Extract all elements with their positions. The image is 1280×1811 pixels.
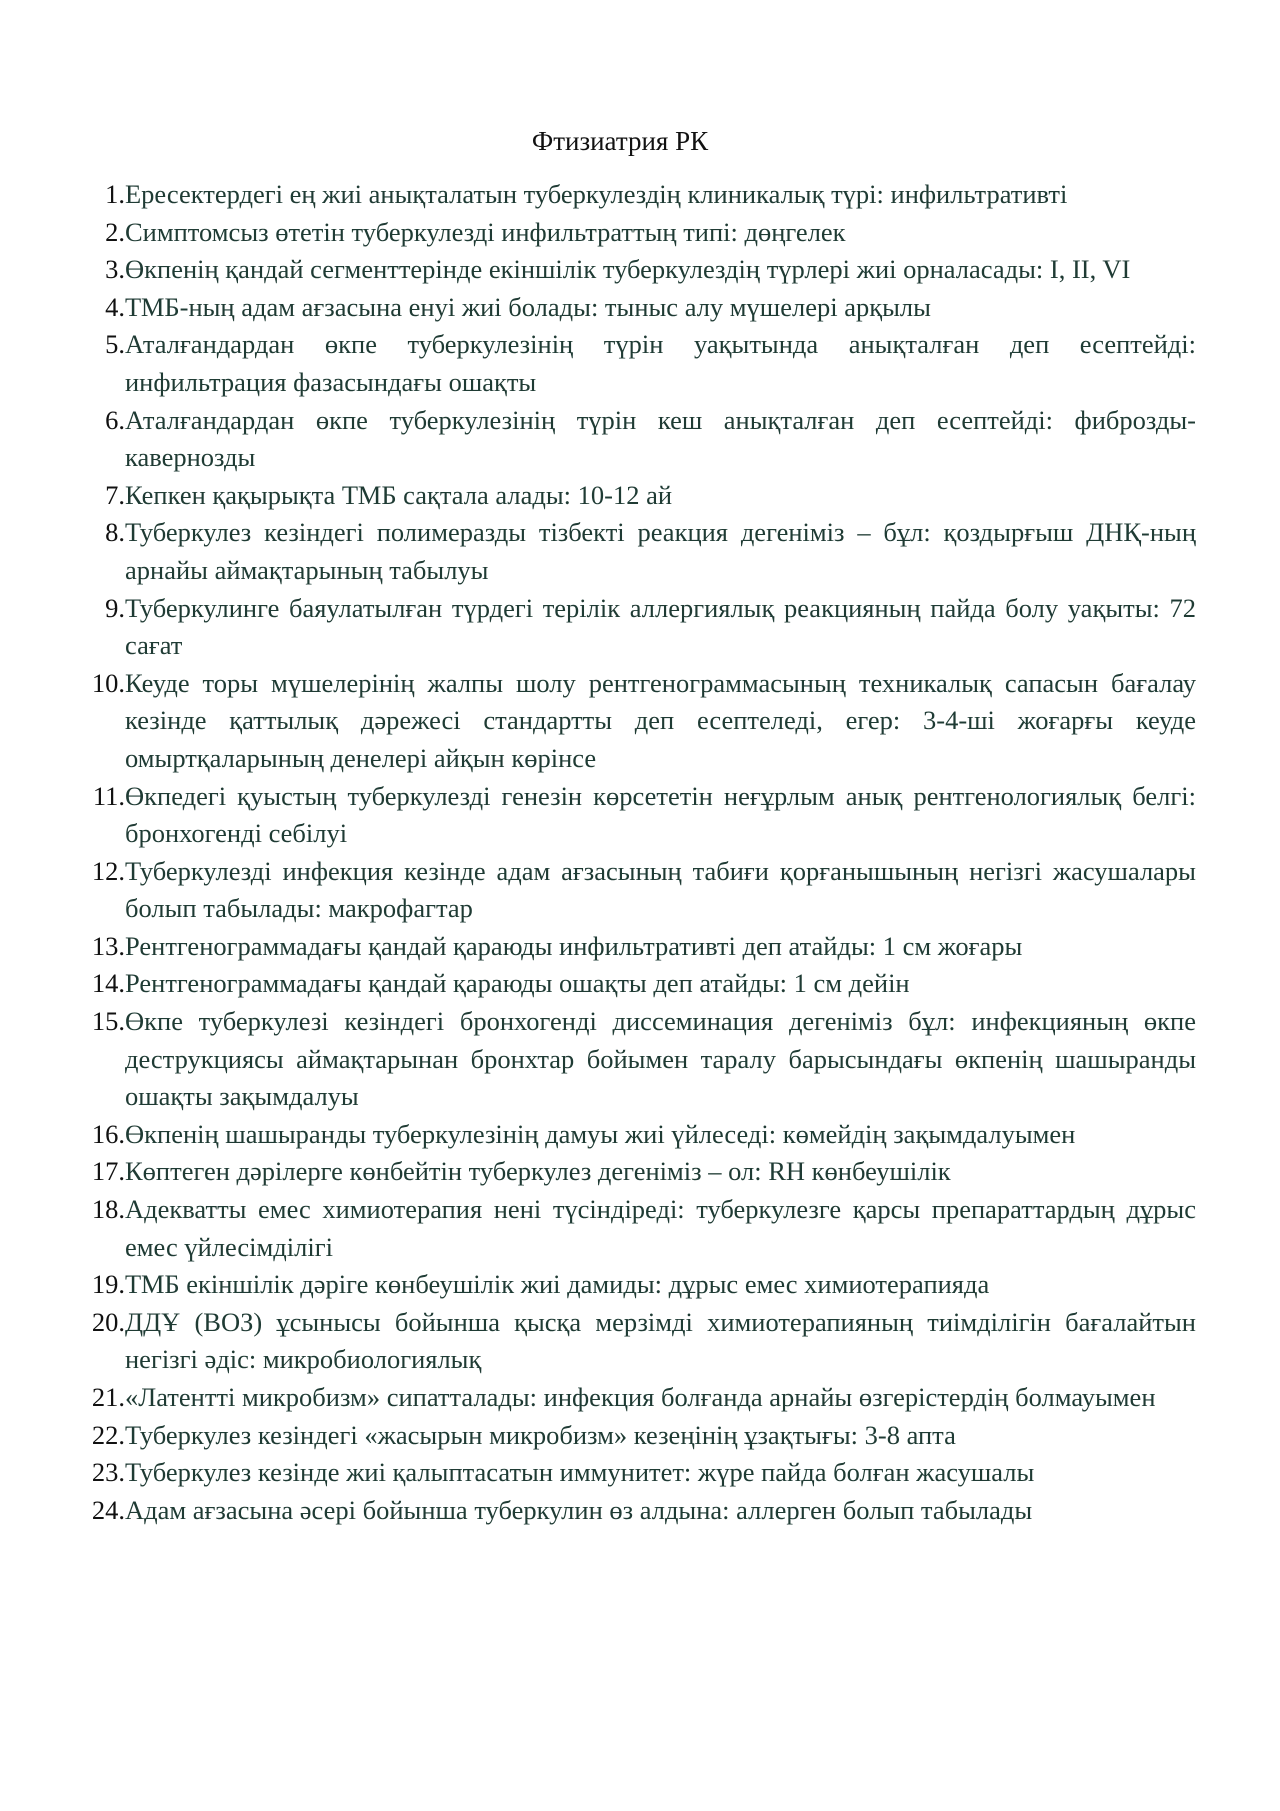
item-number: 23. <box>91 1457 125 1488</box>
list-item <box>80 778 1196 853</box>
list-item <box>80 665 1196 778</box>
item-number: 20. <box>91 1306 125 1337</box>
item-number: 4. <box>105 291 125 322</box>
item-number: 8. <box>105 517 125 548</box>
item-text: Адекватты емес химиотерапия нені түсіндіреді: туберкулезге қарсы препараттардың дұрыс емес үйлесімділігі <box>125 1194 1196 1262</box>
item-text: Симптомсыз өтетін туберкулезді инфильтраттың типі: дөңгелек <box>125 216 846 247</box>
item-number: 5. <box>105 329 125 360</box>
question-list <box>80 176 1196 1529</box>
item-text: Өкпедегі қуыстың туберкулезді генезін көрсететін неғұрлым анық рентгенологиялық белгі: бронхогенді себілуі <box>125 780 1196 849</box>
item-text: Рентгенограммадағы қандай қараюды ошақты деп атайды: 1 см дейін <box>125 968 910 999</box>
list-item <box>80 965 1196 1003</box>
item-text: Адам ағзасына әсері бойынша туберкулин өз алдына: аллерген болып табылады <box>125 1494 1033 1525</box>
list-item <box>80 1492 1196 1530</box>
list-item <box>80 1266 1196 1304</box>
item-number: 17. <box>91 1156 125 1187</box>
list-item <box>80 326 1196 401</box>
item-text: Көптеген дәрілерге көнбейтін туберкулез дегеніміз – ол: RH көнбеушілік <box>125 1156 951 1187</box>
item-number: 18. <box>91 1194 125 1225</box>
list-item <box>80 1191 1196 1266</box>
item-number: 9. <box>105 592 125 623</box>
page-title: Фтизиатрия РК <box>531 126 709 156</box>
item-text: Аталғандардан өкпе туберкулезінің түрін кеш анықталған деп есептейді: фиброзды-кавернозды <box>125 404 1196 473</box>
item-number: 10. <box>91 667 125 698</box>
item-number: 11. <box>92 780 125 811</box>
item-text: Туберкулинге баяулатылған түрдегі терілік аллергиялық реакцияның пайда болу уақыты: 72 сағат <box>125 592 1196 661</box>
item-text: Ересектердегі ең жиі анықталатын туберкулездің клиникалық түрі: инфильтративті <box>125 179 1068 209</box>
item-text: Туберкулез кезінде жиі қалыптасатын иммунитет: жүре пайда болған жасушалы <box>125 1457 1035 1488</box>
item-text: Туберкулезді инфекция кезінде адам ағзасының табиғи қорғанышының негізгі жасушалары болып табылады: макрофагтар <box>125 855 1196 924</box>
list-item <box>80 928 1196 966</box>
list-item <box>80 1116 1196 1154</box>
item-text: Аталғандардан өкпе туберкулезінің түрін уақытында анықталған деп есептейді: инфильтрация фазасындағы ошақты <box>125 329 1196 397</box>
item-text: Туберкулез кезіндегі «жасырын микробизм» кезеңінің ұзақтығы: 3-8 апта <box>125 1419 956 1450</box>
item-number: 19. <box>91 1269 125 1300</box>
item-number: 21. <box>91 1382 125 1412</box>
item-number: 22. <box>91 1419 125 1450</box>
item-number: 6. <box>105 404 125 435</box>
item-number: 1. <box>105 179 125 209</box>
item-number: 3. <box>105 254 125 285</box>
item-text: Туберкулез кезіндегі полимеразды тізбекті реакция дегеніміз – бұл: қоздырғыш ДНҚ-ның арнайы аймақтарының табылуы <box>125 517 1196 585</box>
list-item <box>80 402 1196 477</box>
list-item <box>80 514 1196 589</box>
item-text: Кепкен қақырықта ТМБ сақтала алады: 10-12 ай <box>125 479 673 510</box>
item-number: 15. <box>91 1006 125 1037</box>
list-item <box>80 214 1196 252</box>
list-item <box>80 1304 1196 1379</box>
list-item <box>80 1153 1196 1191</box>
item-text: Өкпенің шашыранды туберкулезінің дамуы жиі үйлеседі: көмейдің зақымдалуымен <box>125 1118 1076 1149</box>
list-item <box>80 590 1196 665</box>
item-text: Рентгенограммадағы қандай қараюды инфильтративті деп атайды: 1 см жоғары <box>125 930 1023 961</box>
item-number: 24. <box>91 1494 125 1525</box>
item-text: Өкпенің қандай сегменттерінде екіншілік туберкулездің түрлері жиі орналасады: I, II, VI <box>125 254 1131 285</box>
list-item <box>80 289 1196 327</box>
item-number: 13. <box>91 930 125 961</box>
item-text: ТМБ-ның адам ағзасына енуі жиі болады: тыныс алу мүшелері арқылы <box>125 291 931 322</box>
item-text: ТМБ екіншілік дәріге көнбеушілік жиі дамиды: дұрыс емес химиотерапияда <box>125 1269 990 1300</box>
item-text: Кеуде торы мүшелерінің жалпы шолу рентгенограммасының техникалық сапасын бағалау кезінде қаттылық дәрежесі стандартты деп есептеледі, егер: 3-4-ші жоғарғы кеуде омыртқаларының денелері айқын көрінсе <box>125 667 1196 773</box>
item-number: 12. <box>91 855 125 886</box>
item-text: Өкпе туберкулезі кезіндегі бронхогенді диссеминация дегеніміз бұл: инфекцияның өкпе деструкциясы аймақтарынан бронхтар бойымен таралу барысындағы өкпенің шашыранды ошақты зақымдалуы <box>125 1006 1196 1112</box>
item-text: «Латентті микробизм» сипатталады: инфекция болғанда арнайы өзгерістердің болмауымен <box>125 1382 1156 1412</box>
item-number: 16. <box>91 1118 125 1149</box>
list-item <box>80 1379 1196 1417</box>
list-item <box>80 176 1196 214</box>
list-item <box>80 1417 1196 1455</box>
list-item <box>80 1454 1196 1492</box>
item-number: 14. <box>91 968 125 999</box>
list-item <box>80 1003 1196 1116</box>
item-text: ДДҰ (ВОЗ) ұсынысы бойынша қысқа мерзімді химиотерапияның тиімділігін бағалайтын негізгі әдіс: микробиологиялық <box>125 1306 1196 1375</box>
list-item <box>80 477 1196 515</box>
list-item <box>80 251 1196 289</box>
item-number: 7. <box>105 479 125 510</box>
list-item <box>80 853 1196 928</box>
item-number: 2. <box>105 216 125 247</box>
